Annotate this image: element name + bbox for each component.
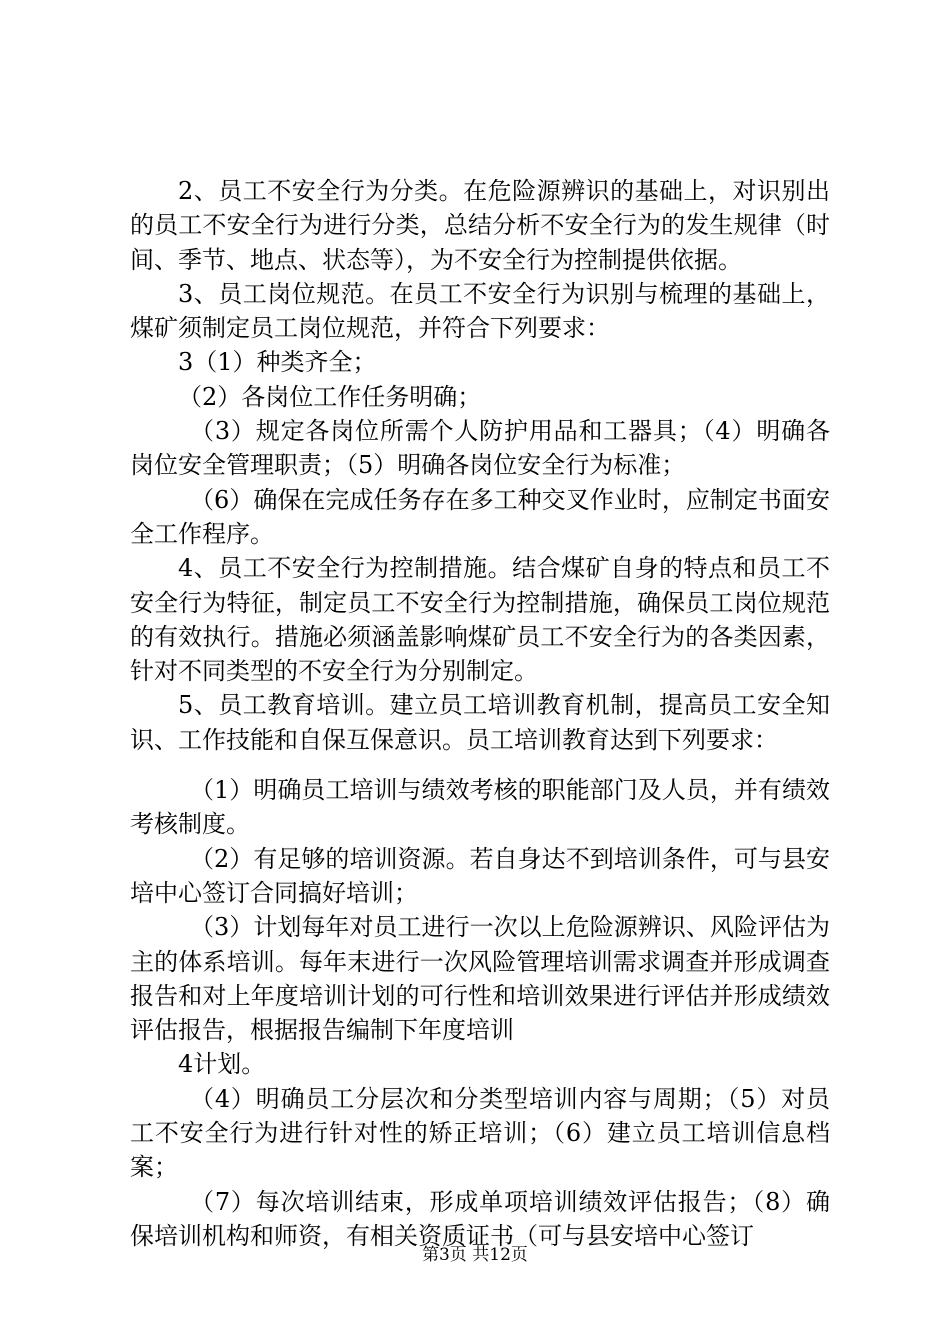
paragraph-training-2: （2）有足够的培训资源。若自身达不到培训条件，可与县安培中心签订合同搞好培训； bbox=[130, 844, 830, 907]
paragraph-item-3-job-norms: 3、员工岗位规范。在员工不安全行为识别与梳理的基础上，煤矿须制定员工岗位规范，并符合下列要求： bbox=[130, 279, 830, 343]
page-number-footer: 第3页 共12页 bbox=[422, 1245, 528, 1265]
paragraph-training-3: （3）计划每年对员工进行一次以上危险源辨识、风险评估为主的体系培训。每年末进行一次风险管理培训需求调查并形成调查报告和对上年度培训计划的可行性和培训效果进行评估并形成绩效评估报告，根据报告编制下年度培训 bbox=[130, 913, 830, 1045]
paragraph-requirement-3-5: （3）规定各岗位所需个人防护用品和工器具；（4）明确各岗位安全管理职责；（5）明确各岗位安全行为标准； bbox=[130, 417, 830, 480]
paragraph-training-4-6: （4）明确员工分层次和分类型培训内容与周期；（5）对员工不安全行为进行针对性的矫正培训；（6）建立员工培训信息档案； bbox=[130, 1084, 830, 1182]
paragraph-item-4-control-measures: 4、员工不安全行为控制措施。结合煤矿自身的特点和员工不安全行为特征，制定员工不安全行为控制措施，确保员工岗位规范的有效执行。措施必须涵盖影响煤矿员工不安全行为的各类因素，针对不同类型的不安全行为分别制定。 bbox=[130, 554, 830, 686]
paragraph-requirement-1: 3（1）种类齐全； bbox=[178, 348, 377, 377]
document-body bbox=[130, 174, 830, 1253]
paragraph-requirement-6: （6）确保在完成任务存在多工种交叉作业时，应制定书面安全工作程序。 bbox=[130, 485, 830, 548]
paragraph-item-2-classification: 2、员工不安全行为分类。在危险源辨识的基础上，对识别出的员工不安全行为进行分类，总结分析不安全行为的发生规律（时间、季节、地点、状态等），为不安全行为控制提供依据。 bbox=[130, 177, 830, 274]
paragraph-requirement-2: （2）各岗位工作任务明确； bbox=[178, 382, 482, 411]
paragraph-training-1: （1）明确员工培训与绩效考核的职能部门及人员，并有绩效考核制度。 bbox=[130, 776, 830, 839]
paragraph-item-5-training: 5、员工教育培训。建立员工培训教育机制，提高员工安全知识、工作技能和自保互保意识。员工培训教育达到下列要求： bbox=[130, 691, 830, 754]
paragraph-training-3-continued: 4计划。 bbox=[178, 1050, 266, 1079]
paragraph-training-7-8: （7）每次培训结束，形成单项培训绩效评估报告；（8）确保培训机构和师资，有相关资质证书（可与县安培中心签订 bbox=[130, 1187, 830, 1250]
